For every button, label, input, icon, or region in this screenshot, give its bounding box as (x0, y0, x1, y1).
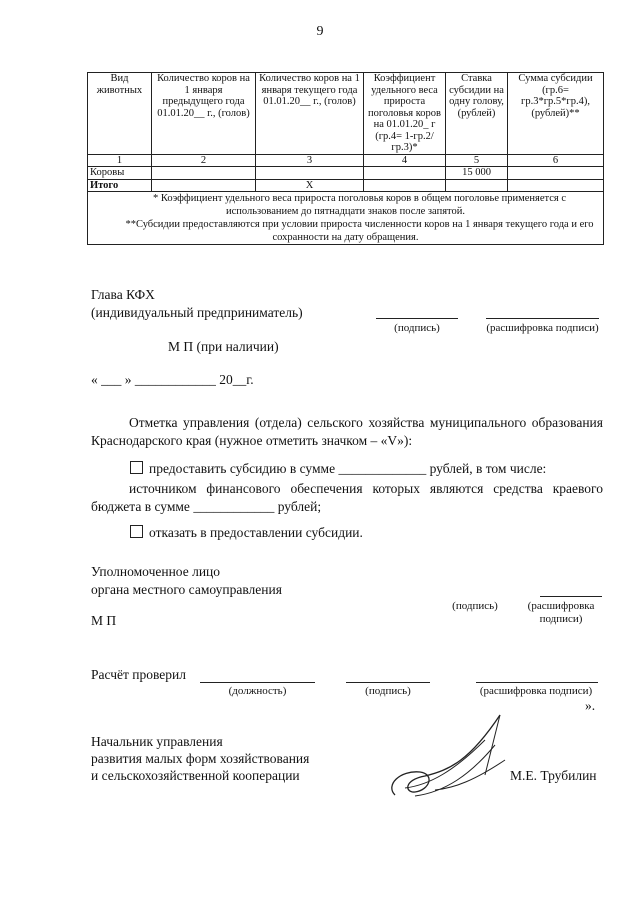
table-header-cell: Сумма субсидии (гр.6= гр.3*гр.5*гр.4), (рублей)** (508, 73, 604, 155)
grant-amount-blank: _____________ (338, 461, 427, 476)
date-year-blank: __ (232, 372, 247, 387)
position-line (200, 682, 315, 683)
table-cell: 3 (256, 154, 364, 167)
authorized-title: Уполномоченное лицо (91, 564, 221, 579)
date-year-suffix: г. (246, 372, 254, 387)
refuse-label: отказать в предоставлении субсидии. (149, 525, 363, 540)
table-cell: Итого (88, 179, 152, 192)
table-cell (364, 179, 446, 192)
table-cell: 6 (508, 154, 604, 167)
subsidy-table (87, 72, 604, 245)
table-row (88, 179, 604, 192)
date-month-blank: ____________ (134, 372, 216, 387)
signatory-name: М.Е. Трубилин (510, 768, 597, 783)
footer-line1: Начальник управления (91, 734, 223, 749)
option-grant[interactable] (130, 460, 602, 478)
checked-signature-line (346, 682, 430, 683)
grant-label-rest: рублей, в том числе: (429, 461, 547, 476)
table-cell: Коровы (88, 167, 152, 180)
table-notes (88, 192, 604, 245)
decode-line (486, 318, 599, 319)
table-header-cell: Количество коров на 1 января текущего года 01.01.20__ г., (голов) (256, 73, 364, 155)
table-cell: 1 (88, 154, 152, 167)
footer-line3: и сельскохозяйственной кооперации (91, 768, 300, 783)
page-number: 9 (316, 24, 324, 39)
authorized-subtitle: органа местного самоуправления (91, 582, 282, 597)
table-cell (152, 179, 256, 192)
date-day-blank: ___ (101, 372, 122, 387)
authorized-stamp: М П (91, 613, 117, 628)
date-quote-open: « (91, 372, 98, 387)
table-header-cell: Коэффициент удельного веса прироста поголовья коров на 01.01.20_ г (гр.4= 1-гр.2/гр.3)* (364, 73, 446, 155)
table-notes-row (88, 192, 604, 245)
refuse-checkbox[interactable] (130, 525, 143, 538)
date-field[interactable] (91, 371, 254, 389)
head-subtitle: (индивидуальный предприниматель) (91, 305, 303, 320)
table-header-cell: Ставка субсидии на одну голову, (рублей) (446, 73, 508, 155)
table-cell: 2 (152, 154, 256, 167)
table-cell: X (256, 179, 364, 192)
option-refuse[interactable] (130, 524, 363, 542)
head-title: Глава КФХ (91, 287, 155, 302)
table-cell (446, 179, 508, 192)
table-cell: 5 (446, 154, 508, 167)
authorized-decode-line (540, 596, 602, 597)
grant-source-blank: ____________ (193, 499, 275, 514)
grant-label: предоставить субсидию в сумме (149, 461, 336, 476)
grant-source-unit: рублей; (277, 499, 322, 514)
authorized-signature-caption: (подпись) (452, 600, 498, 612)
table-row (88, 167, 604, 180)
date-year-prefix: 20 (219, 372, 233, 387)
signature-line (376, 318, 458, 319)
table-cell (364, 167, 446, 180)
table-cell (508, 167, 604, 180)
table-header-cell: Количество коров на 1 января предыдущего года 01.01.20__ г., (голов) (152, 73, 256, 155)
table-cell: 15 000 (446, 167, 508, 180)
date-quote-close: » (124, 372, 132, 387)
closing-quote: ». (585, 698, 596, 713)
stamp-label: М П (при наличии) (168, 339, 279, 354)
footer-line2: развития малых форм хозяйствования (91, 751, 310, 766)
grant-source-text: источником финансового обеспечения которых являются средства краевого бюджета в сумме (91, 481, 603, 514)
table-header-cell: Вид животных (88, 73, 152, 155)
table-cell (152, 167, 256, 180)
table-cell (508, 179, 604, 192)
grant-checkbox[interactable] (130, 461, 143, 474)
table-header-row (88, 73, 604, 155)
table-number-row (88, 154, 604, 167)
checked-decode-caption: (расшифровка подписи) (479, 685, 593, 697)
note-subsidy: **Субсидии предоставляются при условии прироста численности коров на 1 января текущего года и его сохранности на дату обращения. (125, 219, 594, 243)
handwritten-signature (375, 700, 525, 810)
checked-decode-line (476, 682, 598, 683)
position-caption: (должность) (228, 685, 287, 697)
grant-source (91, 480, 603, 516)
authorized-decode-caption: (расшифровка подписи) (527, 600, 595, 625)
table-cell (256, 167, 364, 180)
table-cell: 4 (364, 154, 446, 167)
decode-caption: (расшифровка подписи) (486, 322, 599, 334)
mark-text: Отметка управления (отдела) сельского хозяйства муниципального образования Краснодарского края (нужное отметить значком – «V»): (91, 415, 603, 448)
note-coefficient: * Коэффициент удельного веса прироста поголовья коров в общем поголовье применяется с использованием до пятнадцати знаков после запятой. (152, 193, 567, 217)
checked-signature-caption: (подпись) (365, 685, 411, 697)
checked-label: Расчёт проверил (91, 667, 187, 682)
signature-caption: (подпись) (394, 322, 440, 334)
